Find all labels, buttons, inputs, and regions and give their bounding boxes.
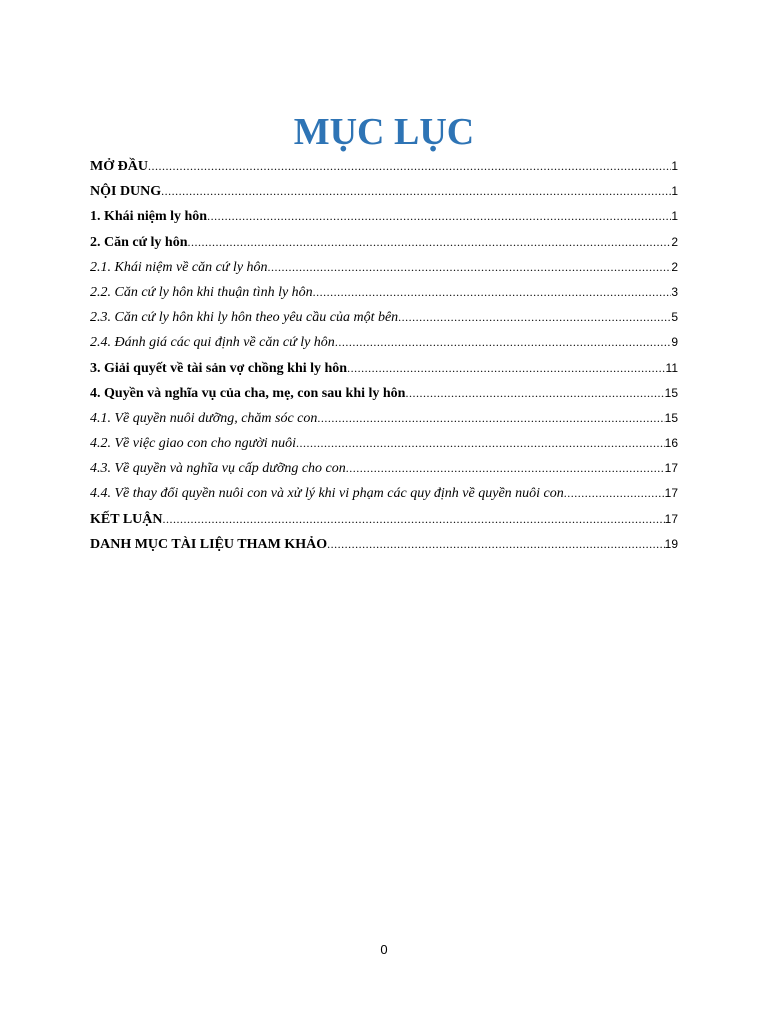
- toc-entry-page: 17: [664, 511, 678, 526]
- toc-entry[interactable]: [90, 507, 678, 532]
- toc-entry[interactable]: [90, 481, 678, 506]
- toc-entry-page: 2: [671, 259, 678, 274]
- toc-entry-label: 4.3. Về quyền và nghĩa vụ cấp dưỡng cho con: [90, 461, 346, 477]
- toc-dot-leader: [335, 330, 672, 355]
- toc-entry-page: 11: [665, 360, 678, 375]
- toc-entry[interactable]: [90, 179, 678, 204]
- toc-entry-page: 16: [664, 436, 678, 451]
- toc-entry-page: 1: [671, 209, 678, 224]
- toc-entry[interactable]: [90, 154, 678, 179]
- footer-page-number: 0: [380, 942, 388, 957]
- toc-entry-page: 1: [671, 159, 678, 173]
- toc-entry-page: 9: [671, 335, 678, 350]
- toc-entry-label: NỘI DUNG: [90, 184, 162, 200]
- toc-entry-label: 2.1. Khái niệm về căn cứ ly hôn: [90, 259, 268, 275]
- toc-dot-leader: [187, 230, 671, 255]
- toc-dot-leader: [313, 280, 672, 305]
- toc-dot-leader: [327, 532, 665, 557]
- table-of-contents: [90, 154, 678, 557]
- toc-dot-leader: [347, 356, 665, 381]
- toc-entry-label: 4.2. Về việc giao con cho người nuôi: [90, 436, 297, 452]
- toc-dot-leader: [564, 481, 665, 506]
- toc-dot-leader: [346, 456, 665, 481]
- toc-entry[interactable]: [90, 305, 678, 330]
- toc-dot-leader: [317, 406, 664, 431]
- toc-entry-label: 2.4. Đánh giá các qui định về căn cứ ly hôn: [90, 335, 335, 351]
- toc-dot-leader: [148, 154, 671, 179]
- toc-title: MỤC LỤC: [293, 111, 475, 153]
- toc-entry-page: 15: [664, 385, 678, 400]
- toc-entry-label: DANH MỤC TÀI LIỆU THAM KHẢO: [90, 536, 328, 552]
- toc-dot-leader: [161, 179, 671, 204]
- toc-dot-leader: [296, 431, 665, 456]
- toc-entry-page: 17: [664, 486, 678, 501]
- toc-entry-label: 4. Quyền và nghĩa vụ của cha, mẹ, con sau khi ly hôn: [90, 385, 406, 401]
- toc-entry[interactable]: [90, 456, 678, 481]
- toc-entry[interactable]: [90, 230, 678, 255]
- toc-entry-label: 2. Căn cứ ly hôn: [90, 234, 188, 250]
- toc-entry[interactable]: [90, 532, 678, 557]
- toc-entry-label: MỞ ĐẦU: [90, 159, 148, 174]
- toc-entry[interactable]: [90, 204, 678, 229]
- toc-dot-leader: [207, 204, 671, 229]
- toc-entry-label: 3. Giải quyết về tài sản vợ chồng khi ly hôn: [90, 360, 348, 376]
- toc-entry-page: 2: [671, 234, 678, 249]
- toc-entry-page: 1: [671, 184, 678, 199]
- toc-entry-label: KẾT LUẬN: [90, 511, 163, 527]
- toc-entry[interactable]: [90, 330, 678, 355]
- toc-entry-page: 19: [664, 536, 678, 551]
- toc-entry-page: 5: [671, 310, 678, 325]
- toc-entry[interactable]: [90, 255, 678, 280]
- toc-dot-leader: [162, 507, 664, 532]
- toc-entry-label: 1. Khái niệm ly hôn: [90, 209, 208, 225]
- toc-entry-label: 4.4. Về thay đổi quyền nuôi con và xử lý khi vi phạm các quy định về quyền nuôi con: [90, 486, 564, 502]
- toc-entry-page: 3: [671, 284, 678, 299]
- toc-entry[interactable]: [90, 280, 678, 305]
- toc-dot-leader: [268, 255, 672, 280]
- toc-dot-leader: [405, 381, 664, 406]
- toc-entry[interactable]: [90, 381, 678, 406]
- toc-entry[interactable]: [90, 406, 678, 431]
- toc-entry[interactable]: [90, 431, 678, 456]
- toc-entry-label: 2.3. Căn cứ ly hôn khi ly hôn theo yêu cầu của một bên: [90, 310, 399, 326]
- toc-entry-page: 15: [664, 410, 678, 425]
- toc-entry[interactable]: [90, 356, 678, 381]
- toc-dot-leader: [398, 305, 671, 330]
- toc-entry-label: 4.1. Về quyền nuôi dưỡng, chăm sóc con: [90, 410, 318, 426]
- toc-entry-page: 17: [664, 461, 678, 476]
- toc-entry-label: 2.2. Căn cứ ly hôn khi thuận tình ly hôn: [90, 284, 313, 300]
